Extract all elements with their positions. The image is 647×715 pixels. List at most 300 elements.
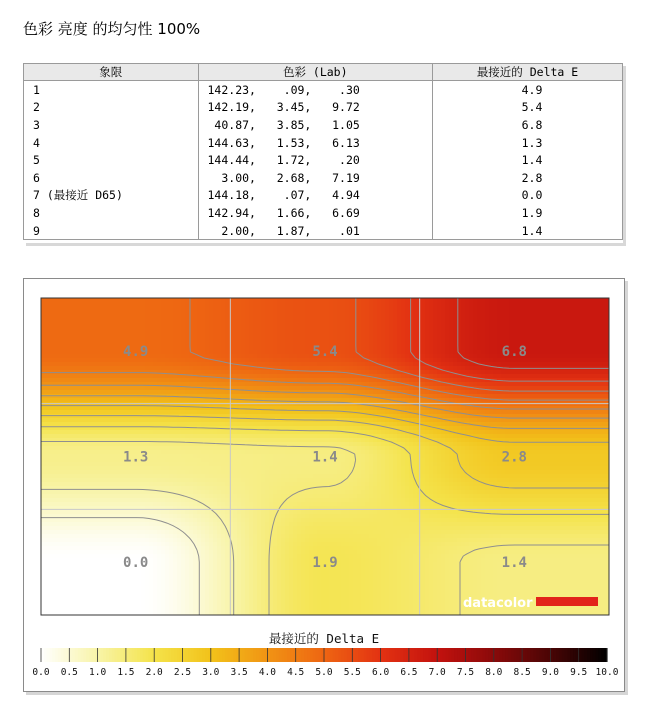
heatmap-pixel <box>545 406 550 411</box>
heatmap-pixel <box>221 382 226 387</box>
heatmap-pixel <box>597 410 602 415</box>
heatmap-pixel <box>165 406 170 411</box>
heatmap-pixel <box>169 430 174 435</box>
heatmap-pixel <box>285 338 290 343</box>
heatmap-pixel <box>309 334 314 339</box>
heatmap-pixel <box>373 338 378 343</box>
heatmap-pixel <box>173 318 178 323</box>
heatmap-pixel <box>561 378 566 383</box>
heatmap-pixel <box>337 386 342 391</box>
heatmap-pixel <box>165 434 170 439</box>
heatmap-pixel <box>433 330 438 335</box>
heatmap-pixel <box>577 406 582 411</box>
heatmap-pixel <box>53 342 58 347</box>
heatmap-pixel <box>433 410 438 415</box>
heatmap-pixel <box>409 310 414 315</box>
heatmap-pixel <box>413 310 418 315</box>
heatmap-pixel <box>313 338 318 343</box>
heatmap-pixel <box>297 358 302 363</box>
heatmap-pixel <box>573 322 578 327</box>
heatmap-pixel <box>193 362 198 367</box>
heatmap-pixel <box>69 354 74 359</box>
heatmap-pixel <box>469 302 474 307</box>
heatmap-pixel <box>333 406 338 411</box>
heatmap-pixel <box>413 390 418 395</box>
heatmap-pixel <box>77 314 82 319</box>
heatmap-pixel <box>333 414 338 419</box>
heatmap-pixel <box>489 394 494 399</box>
heatmap-pixel <box>505 402 510 407</box>
heatmap-pixel <box>313 402 318 407</box>
heatmap-pixel <box>197 322 202 327</box>
heatmap-pixel <box>441 318 446 323</box>
heatmap-pixel <box>461 322 466 327</box>
heatmap-pixel <box>57 382 62 387</box>
heatmap-pixel <box>157 378 162 383</box>
heatmap-pixel <box>529 434 534 439</box>
heatmap-pixel <box>173 306 178 311</box>
heatmap-pixel <box>429 338 434 343</box>
heatmap-pixel <box>333 338 338 343</box>
heatmap-pixel <box>525 406 530 411</box>
heatmap-pixel <box>445 362 450 367</box>
heatmap-pixel <box>309 362 314 367</box>
heatmap-pixel <box>241 366 246 371</box>
heatmap-pixel <box>49 318 54 323</box>
heatmap-pixel <box>129 374 134 379</box>
heatmap-pixel <box>409 314 414 319</box>
heatmap-pixel <box>381 302 386 307</box>
heatmap-pixel <box>217 314 222 319</box>
heatmap-pixel <box>321 326 326 331</box>
heatmap-pixel <box>321 334 326 339</box>
heatmap-pixel <box>289 334 294 339</box>
heatmap-pixel <box>497 382 502 387</box>
heatmap-pixel <box>337 378 342 383</box>
heatmap-pixel <box>61 434 66 439</box>
heatmap-pixel <box>393 306 398 311</box>
heatmap-pixel <box>109 378 114 383</box>
heatmap-pixel <box>365 326 370 331</box>
heatmap-pixel <box>509 434 514 439</box>
heatmap-pixel <box>341 422 346 427</box>
heatmap-pixel <box>537 314 542 319</box>
heatmap-pixel <box>185 302 190 307</box>
heatmap-pixel <box>453 334 458 339</box>
heatmap-pixel <box>341 338 346 343</box>
heatmap-pixel <box>261 378 266 383</box>
heatmap-pixel <box>561 322 566 327</box>
heatmap-pixel <box>73 366 78 371</box>
heatmap-pixel <box>585 394 590 399</box>
heatmap-pixel <box>237 410 242 415</box>
heatmap-pixel <box>577 350 582 355</box>
heatmap-pixel <box>81 398 86 403</box>
heatmap-pixel <box>277 398 282 403</box>
heatmap-pixel <box>549 382 554 387</box>
heatmap-pixel <box>577 302 582 307</box>
heatmap-pixel <box>409 334 414 339</box>
heatmap-pixel <box>585 422 590 427</box>
heatmap-pixel <box>185 306 190 311</box>
heatmap-pixel <box>501 434 506 439</box>
heatmap-pixel <box>173 346 178 351</box>
heatmap-pixel <box>213 346 218 351</box>
heatmap-pixel <box>333 434 338 439</box>
heatmap-pixel <box>129 406 134 411</box>
heatmap-pixel <box>297 298 302 303</box>
heatmap-pixel <box>529 418 534 423</box>
heatmap-pixel <box>345 394 350 399</box>
heatmap-pixel <box>41 358 46 363</box>
heatmap-pixel <box>49 410 54 415</box>
heatmap-pixel <box>57 318 62 323</box>
heatmap-pixel <box>209 378 214 383</box>
heatmap-pixel <box>65 382 70 387</box>
heatmap-pixel <box>369 430 374 435</box>
heatmap-pixel <box>321 318 326 323</box>
heatmap-pixel <box>593 338 598 343</box>
heatmap-pixel <box>329 330 334 335</box>
heatmap-pixel <box>525 326 530 331</box>
heatmap-pixel <box>269 314 274 319</box>
heatmap-pixel <box>157 398 162 403</box>
heatmap-pixel <box>153 350 158 355</box>
heatmap-pixel <box>281 414 286 419</box>
heatmap-pixel <box>289 422 294 427</box>
heatmap-pixel <box>557 330 562 335</box>
heatmap-pixel <box>457 426 462 431</box>
heatmap-pixel <box>101 342 106 347</box>
heatmap-pixel <box>377 358 382 363</box>
heatmap-pixel <box>537 306 542 311</box>
heatmap-pixel <box>393 310 398 315</box>
heatmap-pixel <box>257 362 262 367</box>
heatmap-pixel <box>233 310 238 315</box>
heatmap-pixel <box>245 354 250 359</box>
heatmap-pixel <box>145 310 150 315</box>
heatmap-pixel <box>381 366 386 371</box>
heatmap-pixel <box>465 362 470 367</box>
heatmap-pixel <box>297 378 302 383</box>
heatmap-pixel <box>89 302 94 307</box>
heatmap-pixel <box>549 370 554 375</box>
heatmap-pixel <box>117 386 122 391</box>
heatmap-pixel <box>449 386 454 391</box>
heatmap-pixel <box>249 434 254 439</box>
heatmap-pixel <box>413 298 418 303</box>
heatmap-pixel <box>493 434 498 439</box>
heatmap-pixel <box>189 418 194 423</box>
heatmap-pixel <box>109 310 114 315</box>
heatmap-pixel <box>237 390 242 395</box>
heatmap-pixel <box>213 362 218 367</box>
delta-e-cell: 4.9 <box>433 81 623 99</box>
heatmap-pixel <box>505 338 510 343</box>
heatmap-pixel <box>541 378 546 383</box>
heatmap-pixel <box>381 382 386 387</box>
heatmap-pixel <box>41 362 46 367</box>
heatmap-pixel <box>317 382 322 387</box>
heatmap-pixel <box>561 382 566 387</box>
heatmap-pixel <box>433 354 438 359</box>
heatmap-pixel <box>517 338 522 343</box>
heatmap-pixel <box>105 342 110 347</box>
heatmap-pixel <box>85 346 90 351</box>
heatmap-pixel <box>349 378 354 383</box>
heatmap-pixel <box>305 386 310 391</box>
heatmap-pixel <box>585 370 590 375</box>
heatmap-panel <box>23 278 625 692</box>
heatmap-pixel <box>41 390 46 395</box>
heatmap-pixel <box>401 358 406 363</box>
heatmap-pixel <box>365 306 370 311</box>
heatmap-pixel <box>553 306 558 311</box>
heatmap-pixel <box>533 418 538 423</box>
heatmap-pixel <box>261 314 266 319</box>
heatmap-pixel <box>321 310 326 315</box>
heatmap-pixel <box>477 310 482 315</box>
heatmap-pixel <box>601 354 606 359</box>
heatmap-pixel <box>357 338 362 343</box>
heatmap-pixel <box>157 354 162 359</box>
heatmap-pixel <box>245 322 250 327</box>
heatmap-pixel <box>281 318 286 323</box>
heatmap-pixel <box>557 334 562 339</box>
heatmap-pixel <box>177 306 182 311</box>
heatmap-pixel <box>529 378 534 383</box>
lab-cell: 142.94, 1.66, 6.69 <box>198 204 433 222</box>
heatmap-pixel <box>361 330 366 335</box>
heatmap-pixel <box>309 402 314 407</box>
heatmap-pixel <box>593 326 598 331</box>
heatmap-pixel <box>181 306 186 311</box>
heatmap-pixel <box>389 422 394 427</box>
heatmap-pixel <box>181 342 186 347</box>
heatmap-pixel <box>129 318 134 323</box>
heatmap-pixel <box>533 434 538 439</box>
heatmap-pixel <box>169 342 174 347</box>
heatmap-pixel <box>449 322 454 327</box>
heatmap-pixel <box>213 338 218 343</box>
heatmap-pixel <box>357 342 362 347</box>
heatmap-pixel <box>301 366 306 371</box>
heatmap-pixel <box>309 378 314 383</box>
heatmap-pixel <box>185 362 190 367</box>
heatmap-pixel <box>77 366 82 371</box>
heatmap-pixel <box>329 322 334 327</box>
heatmap-pixel <box>141 302 146 307</box>
heatmap-pixel <box>469 298 474 303</box>
heatmap-pixel <box>553 386 558 391</box>
heatmap-pixel <box>93 422 98 427</box>
heatmap-pixel <box>501 306 506 311</box>
heatmap-pixel <box>253 386 258 391</box>
heatmap-pixel <box>525 386 530 391</box>
table-row <box>24 134 623 152</box>
heatmap-pixel <box>521 314 526 319</box>
heatmap-pixel <box>193 322 198 327</box>
heatmap-pixel <box>449 314 454 319</box>
heatmap-pixel <box>225 346 230 351</box>
heatmap-pixel <box>201 422 206 427</box>
heatmap-pixel <box>465 366 470 371</box>
heatmap-pixel <box>149 334 154 339</box>
heatmap-pixel <box>349 358 354 363</box>
heatmap-pixel <box>369 350 374 355</box>
heatmap-pixel <box>65 410 70 415</box>
heatmap-pixel <box>549 342 554 347</box>
heatmap-pixel <box>85 302 90 307</box>
heatmap-pixel <box>533 318 538 323</box>
heatmap-pixel <box>377 318 382 323</box>
heatmap-pixel <box>501 314 506 319</box>
heatmap-pixel <box>185 426 190 431</box>
heatmap-pixel <box>345 346 350 351</box>
heatmap-pixel <box>301 338 306 343</box>
heatmap-pixel <box>121 374 126 379</box>
heatmap-pixel <box>281 386 286 391</box>
heatmap-pixel <box>133 306 138 311</box>
heatmap-pixel <box>249 374 254 379</box>
heatmap-pixel <box>217 434 222 439</box>
heatmap-pixel <box>501 402 506 407</box>
heatmap-pixel <box>177 350 182 355</box>
heatmap-pixel <box>69 378 74 383</box>
heatmap-pixel <box>57 422 62 427</box>
heatmap-pixel <box>237 326 242 331</box>
heatmap-pixel <box>565 318 570 323</box>
heatmap-pixel <box>293 342 298 347</box>
heatmap-pixel <box>433 310 438 315</box>
heatmap-pixel <box>229 350 234 355</box>
heatmap-pixel <box>181 398 186 403</box>
heatmap-pixel <box>297 330 302 335</box>
heatmap-pixel <box>177 310 182 315</box>
heatmap-pixel <box>101 338 106 343</box>
heatmap-pixel <box>273 326 278 331</box>
heatmap-pixel <box>117 410 122 415</box>
heatmap-pixel <box>53 362 58 367</box>
heatmap-pixel <box>237 382 242 387</box>
heatmap-pixel <box>397 310 402 315</box>
heatmap-pixel <box>89 346 94 351</box>
heatmap-pixel <box>197 398 202 403</box>
heatmap-pixel <box>533 326 538 331</box>
heatmap-pixel <box>301 330 306 335</box>
heatmap-pixel <box>309 366 314 371</box>
heatmap-pixel <box>61 354 66 359</box>
heatmap-pixel <box>153 422 158 427</box>
heatmap-pixel <box>289 374 294 379</box>
heatmap-pixel <box>489 326 494 331</box>
heatmap-pixel <box>593 346 598 351</box>
heatmap-pixel <box>549 330 554 335</box>
heatmap-pixel <box>197 390 202 395</box>
heatmap-pixel <box>497 318 502 323</box>
heatmap-pixel <box>73 378 78 383</box>
heatmap-pixel <box>81 298 86 303</box>
heatmap-pixel <box>65 346 70 351</box>
heatmap-pixel <box>253 354 258 359</box>
heatmap-pixel <box>561 334 566 339</box>
heatmap-pixel <box>113 358 118 363</box>
heatmap-pixel <box>297 434 302 439</box>
heatmap-pixel <box>181 378 186 383</box>
heatmap-pixel <box>329 422 334 427</box>
heatmap-pixel <box>245 358 250 363</box>
heatmap-pixel <box>85 322 90 327</box>
heatmap-pixel <box>141 422 146 427</box>
heatmap-pixel <box>309 318 314 323</box>
heatmap-pixel <box>345 378 350 383</box>
heatmap-pixel <box>445 342 450 347</box>
heatmap-pixel <box>441 386 446 391</box>
heatmap-pixel <box>73 374 78 379</box>
heatmap-pixel <box>465 406 470 411</box>
heatmap-pixel <box>369 302 374 307</box>
heatmap-pixel <box>385 430 390 435</box>
heatmap-pixel <box>545 382 550 387</box>
heatmap-pixel <box>393 342 398 347</box>
heatmap-pixel <box>373 398 378 403</box>
heatmap-pixel <box>133 302 138 307</box>
heatmap-pixel <box>169 350 174 355</box>
heatmap-pixel <box>289 350 294 355</box>
heatmap-pixel <box>365 390 370 395</box>
heatmap-pixel <box>553 378 558 383</box>
heatmap-pixel <box>165 398 170 403</box>
heatmap-pixel <box>89 318 94 323</box>
heatmap-pixel <box>569 350 574 355</box>
heatmap-pixel <box>73 434 78 439</box>
heatmap-pixel <box>505 386 510 391</box>
heatmap-pixel <box>217 318 222 323</box>
heatmap-pixel <box>161 430 166 435</box>
heatmap-pixel <box>149 434 154 439</box>
heatmap-pixel <box>421 398 426 403</box>
heatmap-pixel <box>373 318 378 323</box>
heatmap-pixel <box>533 394 538 399</box>
heatmap-pixel <box>405 302 410 307</box>
heatmap-pixel <box>349 306 354 311</box>
heatmap-pixel <box>233 410 238 415</box>
heatmap-pixel <box>181 334 186 339</box>
heatmap-pixel <box>221 434 226 439</box>
heatmap-pixel <box>537 370 542 375</box>
heatmap-pixel <box>85 430 90 435</box>
heatmap-pixel <box>289 298 294 303</box>
heatmap-pixel <box>73 350 78 355</box>
heatmap-pixel <box>361 346 366 351</box>
heatmap-pixel <box>173 366 178 371</box>
heatmap-pixel <box>397 358 402 363</box>
heatmap-pixel <box>257 370 262 375</box>
heatmap-pixel <box>301 314 306 319</box>
heatmap-pixel <box>329 314 334 319</box>
heatmap-pixel <box>237 334 242 339</box>
delta-e-cell: 1.3 <box>433 134 623 152</box>
heatmap-pixel <box>197 386 202 391</box>
heatmap-pixel <box>449 358 454 363</box>
heatmap-pixel <box>429 418 434 423</box>
heatmap-pixel <box>277 362 282 367</box>
heatmap-pixel <box>533 298 538 303</box>
heatmap-pixel <box>445 298 450 303</box>
heatmap-pixel <box>437 394 442 399</box>
heatmap-pixel <box>405 314 410 319</box>
heatmap-pixel <box>381 318 386 323</box>
